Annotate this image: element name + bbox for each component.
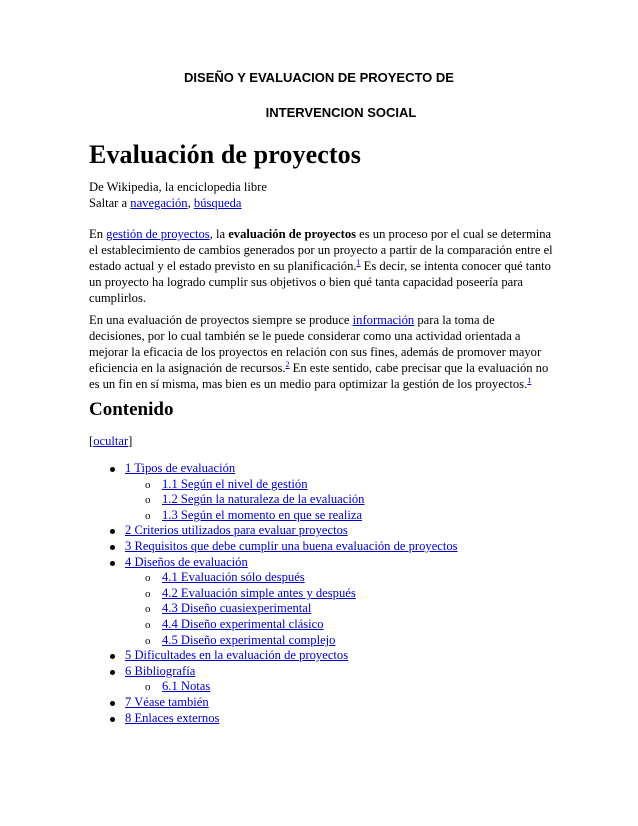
- p1-line5: cumplirlos.: [89, 291, 147, 305]
- bullet-icon: [110, 561, 115, 566]
- search-link[interactable]: búsqueda: [193, 196, 242, 210]
- jump-separator: ,: [187, 196, 194, 210]
- circle-bullet-icon: o: [145, 572, 151, 585]
- toggle-close-bracket: ]: [128, 434, 133, 448]
- toc-item: [125, 695, 209, 710]
- toggle-open-bracket: [: [89, 434, 94, 448]
- bullet-icon: [110, 670, 115, 675]
- bullet-icon: [110, 467, 115, 472]
- circle-bullet-icon: o: [145, 634, 151, 647]
- navigation-link[interactable]: navegación: [130, 196, 188, 210]
- p1-line1: [89, 226, 551, 242]
- toc-item: [145, 570, 305, 585]
- toc-link[interactable]: 4.5 Diseño experimental complejo: [162, 632, 336, 647]
- jump-links: [89, 195, 241, 211]
- p1-line4: un proyecto ha logrado cumplir sus objetivos o bien qué tanta capacidad poseería para: [89, 275, 523, 289]
- p2-text-a: En una evaluación de proyectos siempre se produce: [89, 313, 353, 327]
- toc-link[interactable]: 1.1 Según el nivel de gestión: [162, 476, 308, 491]
- p2-l4-text-a: eficiencia en la asignación de recursos.: [89, 361, 286, 375]
- bullet-icon: [110, 701, 115, 706]
- article-title: Evaluación de proyectos: [89, 140, 361, 169]
- toc-link[interactable]: 1 Tipos de evaluación: [125, 461, 236, 475]
- subtitle: De Wikipedia, la enciclopedia libre: [89, 180, 267, 194]
- p1-bold-term: evaluación de proyectos: [228, 227, 357, 241]
- p1-text-c: es un proceso por el cual se determina: [356, 227, 552, 241]
- toc-item: [145, 492, 365, 507]
- circle-bullet-icon: o: [145, 587, 151, 600]
- information-link[interactable]: información: [352, 313, 415, 327]
- toc-link[interactable]: 7 Véase también: [125, 695, 209, 709]
- footnote-1-link[interactable]: 1: [356, 258, 361, 267]
- toc-link[interactable]: 6.1 Notas: [162, 679, 211, 694]
- circle-bullet-icon: o: [145, 681, 151, 694]
- p1-line3: [89, 258, 551, 274]
- header-title-line2: INTERVENCION SOCIAL: [265, 105, 417, 120]
- toc-link[interactable]: 1.2 Según la naturaleza de la evaluación: [162, 492, 365, 507]
- p2-line1: [89, 312, 495, 328]
- toc-item: [145, 632, 336, 648]
- bullet-icon: [110, 654, 115, 659]
- jump-prefix: Saltar a: [89, 196, 131, 210]
- toc-link[interactable]: 3 Requisitos que debe cumplir una buena evaluación de proyectos: [125, 539, 458, 553]
- toc-link[interactable]: 8 Enlaces externos: [125, 710, 220, 725]
- toc-link[interactable]: 6 Bibliografía: [125, 663, 196, 678]
- p2-line4: [89, 360, 548, 376]
- circle-bullet-icon: o: [145, 603, 151, 616]
- footnote-2-link[interactable]: 2: [285, 360, 290, 369]
- toc-item: [145, 476, 308, 492]
- toc-link[interactable]: 4 Diseños de evaluación: [125, 554, 248, 569]
- contents-title: Contenido: [89, 399, 174, 420]
- p1-text-b: , la: [209, 227, 229, 241]
- toc-link[interactable]: 4.3 Diseño cuasiexperimental: [162, 601, 312, 616]
- header-title-line1: DISEÑO Y EVALUACION DE PROYECTO DE: [184, 70, 454, 85]
- toc-item: [125, 555, 248, 570]
- p2-line2: decisiones, por lo cual también se le puede considerar como una actividad orientada a: [89, 329, 521, 343]
- toc-item: [125, 711, 219, 726]
- circle-bullet-icon: o: [145, 619, 151, 631]
- p1-l3-text-a: estado actual y el estado previsto en su planificación.: [89, 259, 357, 273]
- footnote-1b-link[interactable]: 1: [527, 376, 532, 385]
- toc-toggle: [89, 433, 132, 449]
- circle-bullet-icon: o: [145, 494, 151, 507]
- toc-item: [125, 539, 458, 554]
- toc-item: [125, 648, 348, 663]
- toc-item: [145, 601, 312, 616]
- toc-item: [125, 461, 235, 476]
- toc-item: [145, 679, 211, 694]
- bullet-icon: [110, 717, 115, 722]
- toc-link[interactable]: 4.1 Evaluación sólo después: [162, 570, 305, 585]
- project-management-link[interactable]: gestión de proyectos: [106, 227, 210, 241]
- toc-link[interactable]: 5 Dificultades en la evaluación de proyectos: [125, 648, 349, 663]
- toc-item: [125, 523, 348, 538]
- toc-item: [145, 585, 356, 601]
- bullet-icon: [110, 529, 115, 534]
- p2-l5-text-a: es un fin en sí misma, mas bien es un medio para optimizar la gestión de los proyectos.: [89, 377, 528, 391]
- toc-item: [145, 617, 324, 632]
- circle-bullet-icon: o: [145, 509, 151, 522]
- p1-line2: el establecimiento de cambios generados por un proyecto a partir de la comparación entre el: [89, 243, 553, 257]
- toc-link[interactable]: 1.3 Según el momento en que se realiza: [162, 507, 363, 522]
- toc-link[interactable]: 2 Criterios utilizados para evaluar proyectos: [125, 523, 348, 538]
- p2-text-b: para la toma de: [414, 313, 495, 327]
- circle-bullet-icon: o: [145, 478, 151, 491]
- p1-l3-text-b: Es decir, se intenta conocer qué tanto: [360, 259, 551, 273]
- bullet-icon: [110, 545, 115, 550]
- toc-item: [145, 507, 363, 523]
- p1-text-a: En: [89, 227, 107, 241]
- p2-line3: mejorar la eficacia de los proyectos en relación con sus fines, además de promover mayor: [89, 345, 542, 359]
- toc-item: [125, 664, 195, 679]
- p2-line5: [89, 376, 531, 392]
- toc-link[interactable]: 4.4 Diseño experimental clásico: [162, 617, 324, 631]
- toc-link[interactable]: 4.2 Evaluación simple antes y después: [162, 585, 356, 600]
- hide-toc-link[interactable]: ocultar: [93, 434, 129, 448]
- p2-l4-text-b: En este sentido, cabe precisar que la evaluación no: [289, 361, 549, 375]
